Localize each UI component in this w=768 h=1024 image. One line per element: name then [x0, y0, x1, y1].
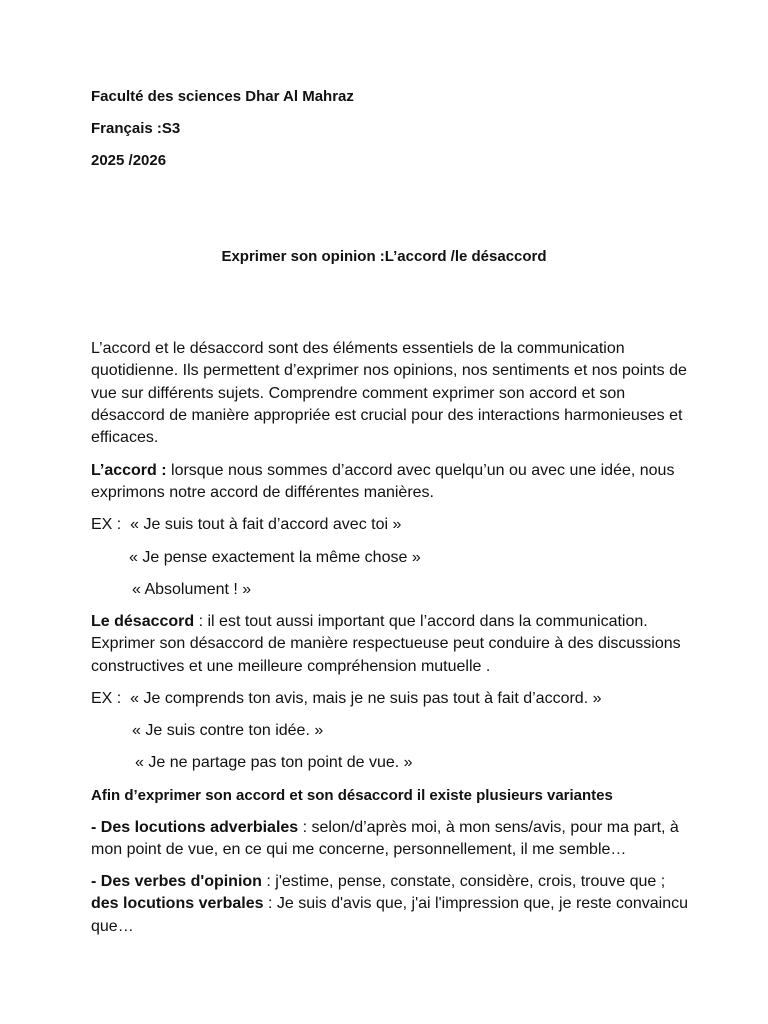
desaccord-ex-prefix: EX :: [91, 690, 122, 707]
desaccord-example-1: [91, 688, 601, 710]
desaccord-label: Le désaccord: [91, 613, 195, 630]
course-name: Français :S3: [91, 120, 181, 137]
verbes-opinion-text: : j'estime, pense, constate, considère, crois, trouve que ;: [261, 873, 666, 890]
academic-year: 2025 /2026: [91, 152, 167, 169]
desaccord-example-text: « Je comprends ton avis, mais je ne suis pas tout à fait d’accord. »: [130, 690, 602, 707]
accord-example-text: « Je suis tout à fait d’accord avec toi »: [130, 516, 402, 533]
accord-paragraph: [91, 460, 691, 505]
desaccord-text: : il est tout aussi important que l’accord dans la communication. Exprimer son désaccord de manière respectueuse peut conduire à des discussions constructives et une meilleure compréhension mutuelle .: [91, 613, 681, 675]
desaccord-paragraph: [91, 611, 691, 678]
locutions-adverbiales-paragraph: [91, 817, 691, 862]
desaccord-example-3: « Je ne partage pas ton point de vue. »: [135, 754, 413, 771]
document-title: Exprimer son opinion :L’accord /le désaccord: [221, 248, 547, 265]
accord-text: lorsque nous sommes d’accord avec quelqu’un ou avec une idée, nous exprimons notre accord de différentes manières.: [91, 462, 675, 502]
verbes-opinion-paragraph: [91, 871, 691, 938]
accord-label: L’accord :: [91, 462, 167, 479]
accord-example-3: « Absolument ! »: [132, 581, 252, 598]
faculty-name: Faculté des sciences Dhar Al Mahraz: [91, 88, 354, 105]
accord-ex-prefix: EX :: [91, 516, 122, 533]
accord-example-2: « Je pense exactement la même chose »: [129, 549, 421, 566]
intro-paragraph: L’accord et le désaccord sont des éléments essentiels de la communication quotidienne. Ils permettent d’exprimer nos opinions, nos sentiments et nos points de vue sur différents sujets. Comprendre comment exprimer son accord et son désaccord de manière appropriée est crucial pour des interactions harmonieuses et efficaces.: [91, 340, 687, 447]
locutions-adverbiales-text: : selon/d’après moi, à mon sens/avis, pour ma part, à mon point de vue, en ce qui me concerne, personnellement, il me semble…: [91, 819, 679, 859]
desaccord-example-2: « Je suis contre ton idée. »: [132, 722, 324, 739]
locutions-adverbiales-label: - Des locutions adverbiales: [91, 819, 299, 836]
variants-heading: Afin d’exprimer son accord et son désaccord il existe plusieurs variantes: [91, 787, 613, 804]
locutions-verbales-text: : Je suis d'avis que, j'ai l'impression que, je reste convaincu que…: [91, 895, 688, 935]
verbes-opinion-label: - Des verbes d'opinion: [91, 873, 262, 890]
accord-example-1: [91, 514, 401, 536]
locutions-verbales-label: des locutions verbales: [91, 895, 264, 913]
